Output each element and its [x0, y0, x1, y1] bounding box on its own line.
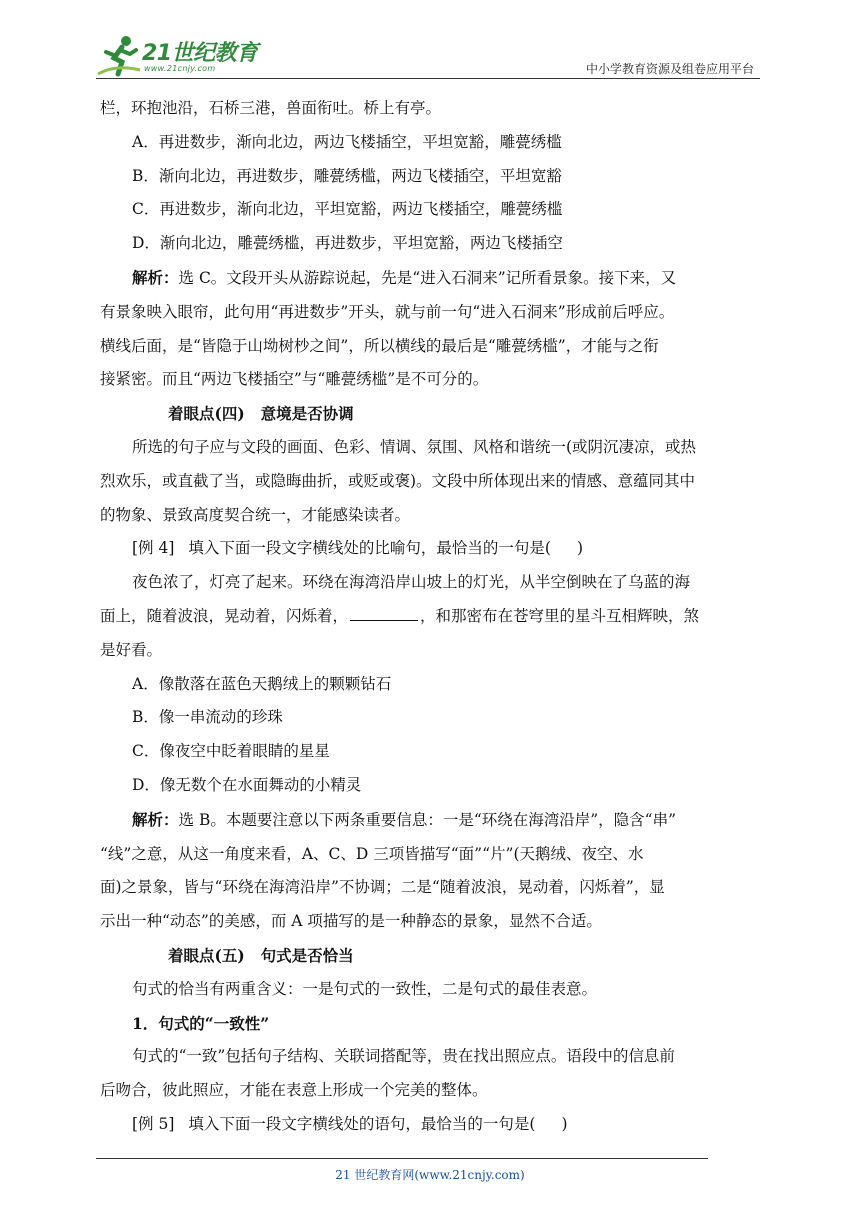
text-line: 后吻合，彼此照应，才能在表意上形成一个完美的整体。: [100, 1081, 488, 1100]
text-line: “线”之意，从这一角度来看，A、C、D 三项皆描写“面”“片”(天鹅绒、夜空、水: [100, 844, 644, 863]
analysis-line: [100, 261, 760, 296]
heading-label: 着眼点(五): [168, 945, 245, 965]
text-line: 句式的恰当有两重含义：一是句式的一致性，二是句式的最佳表意。: [132, 979, 598, 998]
logo-text: 21世纪教育: [142, 41, 258, 66]
heading-label: 着眼点(四): [168, 404, 245, 424]
header-platform-text: 中小学教育资源及组卷应用平台: [585, 62, 754, 76]
text-line: 是好看。: [100, 640, 163, 659]
option-c: C．再进数步，渐向北边，平坦宽豁，两边飞楼插空，雕甍绣槛: [132, 200, 563, 219]
example-close: ): [576, 539, 584, 558]
answer-blank: [350, 606, 418, 621]
example-label: [例 4]: [132, 539, 175, 558]
text-fragment: ，和那密布在苍穹里的星斗互相辉映，煞: [420, 606, 700, 625]
analysis-line: [100, 803, 760, 838]
heading-title: 句式是否恰当: [260, 945, 354, 965]
example-close: ): [561, 1114, 568, 1133]
page-header: [96, 30, 760, 80]
section-heading: [100, 397, 760, 431]
text-line: 接紧密。而且“两边飞楼插空”与“雕甍绣槛”是不可分的。: [100, 370, 489, 389]
header-divider: [96, 78, 760, 79]
text-line: 所选的句子应与文段的画面、色彩、情调、氛围、风格和谐统一(或阴沉凄凉，或热: [132, 437, 697, 456]
footer-divider: [96, 1158, 708, 1159]
heading-title: 意境是否协调: [260, 404, 354, 424]
option-c: C．像夜空中眨着眼睛的星星: [132, 742, 330, 761]
example-label: [例 5]: [132, 1114, 175, 1133]
text-line: 的物象、景致高度契合统一，才能感染读者。: [100, 505, 411, 524]
document-body: [100, 92, 760, 1142]
logo: [96, 34, 266, 78]
section-heading: [100, 939, 760, 973]
logo-url: www.21cnjy.com: [144, 64, 216, 73]
example-line: [100, 532, 760, 566]
option-a: A．像散落在蓝色天鹅绒上的颗颗钻石: [132, 674, 392, 693]
text-line: 面)之景象，皆与“环绕在海湾沿岸”不协调；二是“随着波浪，晃动着，闪烁着”，显: [100, 878, 665, 897]
analysis-label: 解析：: [132, 809, 179, 829]
example-text: 填入下面一段文字横线处的比喻句，最恰当的一句是(: [188, 539, 551, 558]
text-line: 横线后面，是“皆隐于山坳树杪之间”，所以横线的最后是“雕甍绣槛”，才能与之衔: [100, 336, 659, 355]
subheading: 1．句式的“一致性”: [132, 1013, 270, 1033]
text-line: [100, 600, 760, 634]
text-line: 夜色浓了，灯亮了起来。环绕在海湾沿岸山坡上的灯光，从半空倒映在了乌蓝的海: [132, 573, 691, 592]
option-a: A．再进数步，渐向北边，两边飞楼插空，平坦宽豁，雕甍绣槛: [132, 132, 562, 151]
runner-logo-icon: [96, 34, 142, 78]
text-line: 示出一种“动态”的美感，而 A 项描写的是一种静态的景象，显然不合适。: [100, 912, 602, 931]
page-footer: 21 世纪教育网(www.21cnjy.com): [335, 1168, 525, 1182]
option-d: D．渐向北边，雕甍绣槛，再进数步，平坦宽豁，两边飞楼插空: [132, 234, 563, 253]
text-line: 句式的“一致”包括句子结构、关联词搭配等，贵在找出照应点。语段中的信息前: [132, 1047, 675, 1066]
text-fragment: 面上，随着波浪，晃动着，闪烁着，: [100, 606, 349, 625]
example-line: [100, 1108, 760, 1142]
analysis-text: 选 C。文段开头从游踪说起，先是“进入石洞来”记所看景象。接下来，又: [178, 268, 677, 287]
option-b: B．像一串流动的珍珠: [132, 708, 283, 727]
text-line: 栏，环抱池沿，石桥三港，兽面衔吐。桥上有亭。: [100, 99, 442, 117]
example-text: 填入下面一段文字横线处的语句，最恰当的一句是(: [188, 1114, 536, 1133]
analysis-label: 解析：: [132, 267, 179, 287]
text-line: 烈欢乐，或直截了当，或隐晦曲折，或贬或褒)。文段中所体现出来的情感、意蕴同其中: [100, 471, 696, 490]
option-b: B．渐向北边，再进数步，雕甍绣槛，两边飞楼插空，平坦宽豁: [132, 166, 562, 185]
analysis-text: 选 B。本题要注意以下两条重要信息：一是“环绕在海湾沿岸”，隐含“串”: [178, 810, 677, 829]
option-d: D．像无数个在水面舞动的小精灵: [132, 775, 362, 794]
text-line: 有景象映入眼帘，此句用“再进数步”开头，就与前一句“进入石洞来”形成前后呼应。: [100, 302, 675, 321]
